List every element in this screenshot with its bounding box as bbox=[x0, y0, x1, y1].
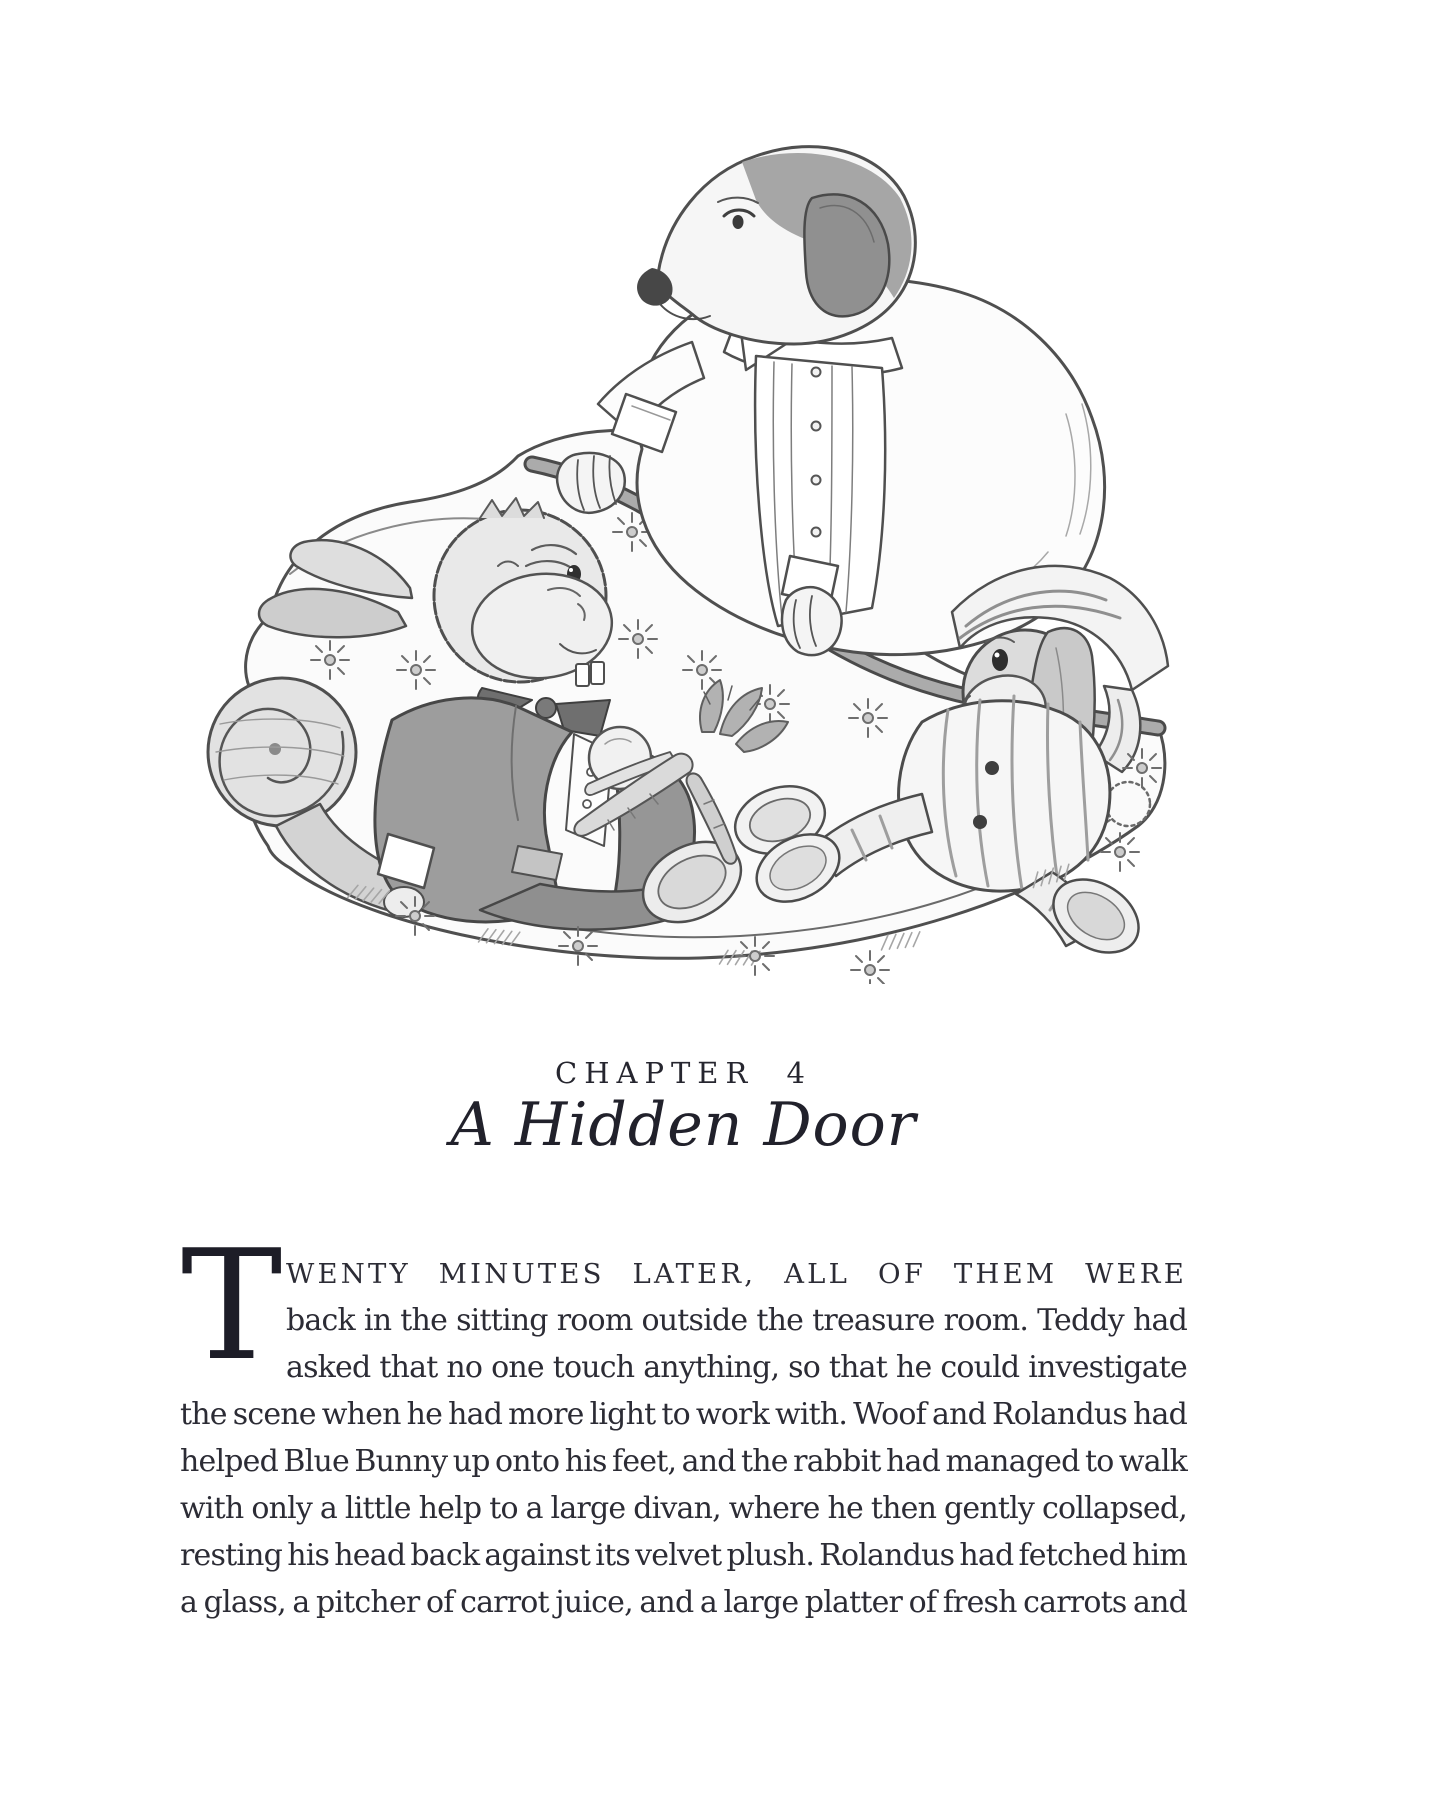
text-line bbox=[180, 1438, 1187, 1485]
drop-cap: T bbox=[181, 1217, 283, 1394]
text-line bbox=[286, 1297, 1187, 1344]
chapter-kicker: CHAPTER 4 bbox=[555, 1056, 812, 1090]
text-line-content: resting his head back against its velvet plush. Rolandus had fetched him bbox=[180, 1538, 1187, 1573]
text-line bbox=[180, 1391, 1187, 1438]
chapter-illustration bbox=[180, 104, 1180, 984]
text-line bbox=[286, 1250, 1187, 1297]
text-line-content: back in the sitting room outside the treasure room. Teddy had bbox=[286, 1303, 1187, 1338]
text-line-content: WENTY MINUTES LATER, ALL OF THEM WERE bbox=[286, 1258, 1187, 1290]
chapter-opening-paragraph bbox=[180, 1250, 1187, 1626]
text-line-content: with only a little help to a large divan, where he then gently collapsed, bbox=[180, 1491, 1187, 1526]
text-line-content: helped Blue Bunny up onto his feet, and the rabbit had managed to walk bbox=[180, 1444, 1187, 1479]
chapter-title: A Hidden Door bbox=[450, 1090, 917, 1160]
text-line bbox=[286, 1344, 1187, 1391]
illustration-canvas bbox=[180, 104, 1180, 984]
text-line-content: the scene when he had more light to work with. Woof and Rolandus had bbox=[180, 1397, 1187, 1432]
text-line bbox=[180, 1579, 1187, 1626]
text-line bbox=[180, 1485, 1187, 1532]
text-line-content: a glass, a pitcher of carrot juice, and a large platter of fresh carrots and bbox=[180, 1585, 1187, 1620]
text-line-content: asked that no one touch anything, so that he could investigate bbox=[286, 1350, 1187, 1385]
text-line bbox=[180, 1532, 1187, 1579]
